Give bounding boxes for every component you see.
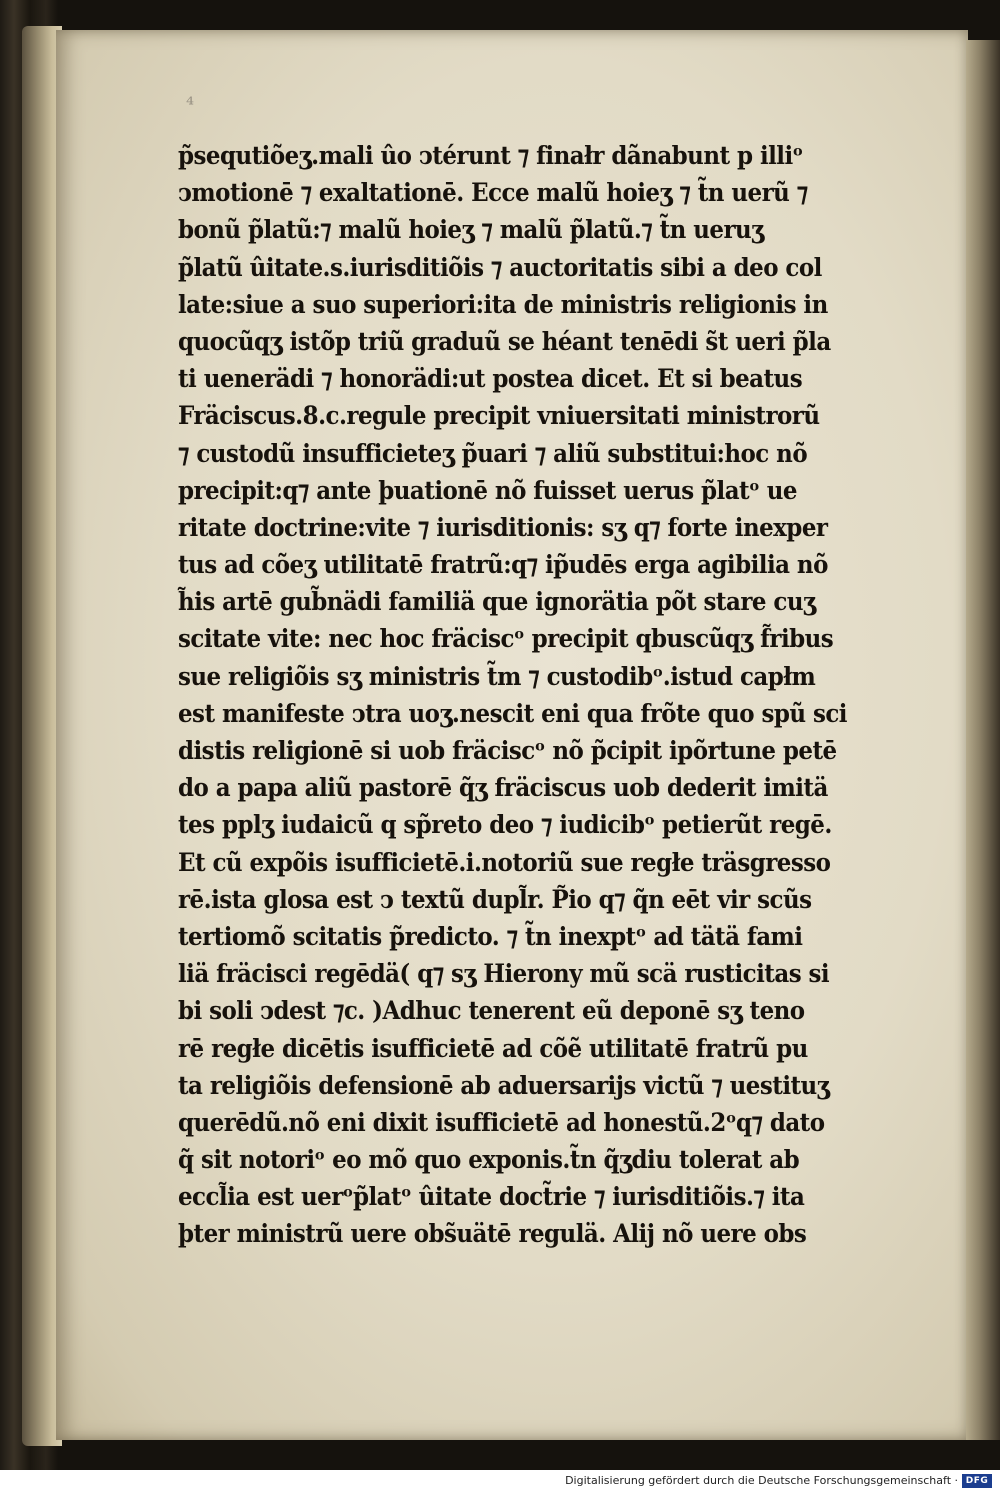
text-line: rē regłe dicētis isufficietē ad cõẽ utilitatē fratrũ pu (178, 1033, 808, 1064)
text-line: late:siue a suo superiori:ita de ministris religionis in (178, 289, 828, 320)
page-edge (966, 40, 1000, 1440)
text-block (178, 138, 918, 1254)
text-line: sue religiõis sʒ ministris t̃m ⁊ custodibᵒ.istud capłm (178, 661, 816, 692)
text-line: querēdũ.nõ eni dixit isufficietē ad honestũ.2ᵒq⁊ dato (178, 1107, 825, 1138)
text-line: p̃sequtiõeʒ.mali ûo ↄtérunt ⁊ finałr dãnabunt p illiᵒ (178, 141, 803, 171)
text-line: est manifeste ↄtra uoʒ.nescit eni qua frõte quo spũ sci (178, 698, 847, 729)
text-line: bi soli ↄdest ⁊c. )Adhuc tenerent eũ deponē sʒ teno (178, 996, 805, 1027)
text-line: precipit:q⁊ ante þuationē nõ fuisset uerus p̃latᵒ ue (178, 475, 797, 506)
text-line: rē.ista glosa est ↄ textũ dupl̃r. P̃io q⁊ q̃n eēt vir scũs (178, 884, 812, 915)
text-line: p̃latũ ûitate.s.iurisditiõis ⁊ auctoritatis sibi a deo col (178, 252, 822, 283)
digitization-credit: Digitalisierung gefördert durch die Deutsche Forschungsgemeinschaft · (565, 1474, 958, 1487)
text-line: tertiomõ scitatis p̃redicto. ⁊ t̃n inexptᵒ ad tätä fami (178, 921, 803, 952)
dfg-logo: DFG (962, 1474, 992, 1488)
text-line: q̃ sit notoriᵒ eo mõ quo exponis.t̃n q̃ʒdiu tolerat ab (178, 1145, 800, 1176)
text-line: quocũqʒ istõp triũ graduũ se héant tenēdi s̃t ueri p̃la (178, 326, 831, 357)
text-line: bonũ p̃latũ:⁊ malũ hoieʒ ⁊ malũ p̃latũ.⁊ t̃n ueruʒ (178, 215, 764, 246)
text-line: distis religionē si uob fräciscᵒ nõ p̃cipit ipõrtune petē (178, 736, 837, 766)
text-line: þter ministrũ uere obs̃uätē regulä. Alij nõ uere obs (178, 1219, 807, 1250)
text-line: do a papa aliũ pastorē q̃ʒ fräciscus uob dederit imitä (178, 773, 828, 804)
text-line: Fräciscus.8.c.regule precipit vniuersitati ministrorũ (178, 401, 820, 432)
text-line: ritate doctrine:vite ⁊ iurisditionis: sʒ q⁊ forte inexper (178, 512, 828, 543)
text-line: tus ad cõeʒ utilitatē fratrũ:q⁊ ip̃udēs erga agibilia nõ (178, 550, 828, 581)
text-line: ↄmotionē ⁊ exaltationē. Ecce malũ hoieʒ ⁊ t̃n uerũ ⁊ (178, 178, 808, 209)
text-line: ⁊ custodũ insufficieteʒ p̃uari ⁊ aliũ substitui:hoc nõ (178, 438, 808, 469)
text-line: eccl̃ia est uerᵒp̃latᵒ ûitate doct̃rie ⁊ iurisditiõis.⁊ ita (178, 1182, 805, 1213)
text-line: ta religiõis defensionē ab aduersarijs victũ ⁊ uestituʒ (178, 1070, 830, 1101)
text-line: liä fräcisci regēdä( q⁊ sʒ Hierony mũ scä rusticitas si (178, 959, 830, 990)
text-line: scitate vite: nec hoc fräciscᵒ precipit qbuscũqʒ f̃ribus (178, 624, 834, 655)
text-line: ti uenerädi ⁊ honorädi:ut postea dicet. Et si beatus (178, 364, 803, 395)
folio-mark: ⁴ (186, 92, 195, 116)
text-line: Et cũ expõis isufficietē.i.notoriũ sue regłe träsgresso (178, 847, 831, 878)
text-line: tes pplʒ iudaicũ q sp̃reto deo ⁊ iudicibᵒ petierũt regē. (178, 810, 832, 841)
text-line: h̃is artē gub̃nädi familiä que ignorätia põt stare cuʒ (178, 587, 816, 618)
